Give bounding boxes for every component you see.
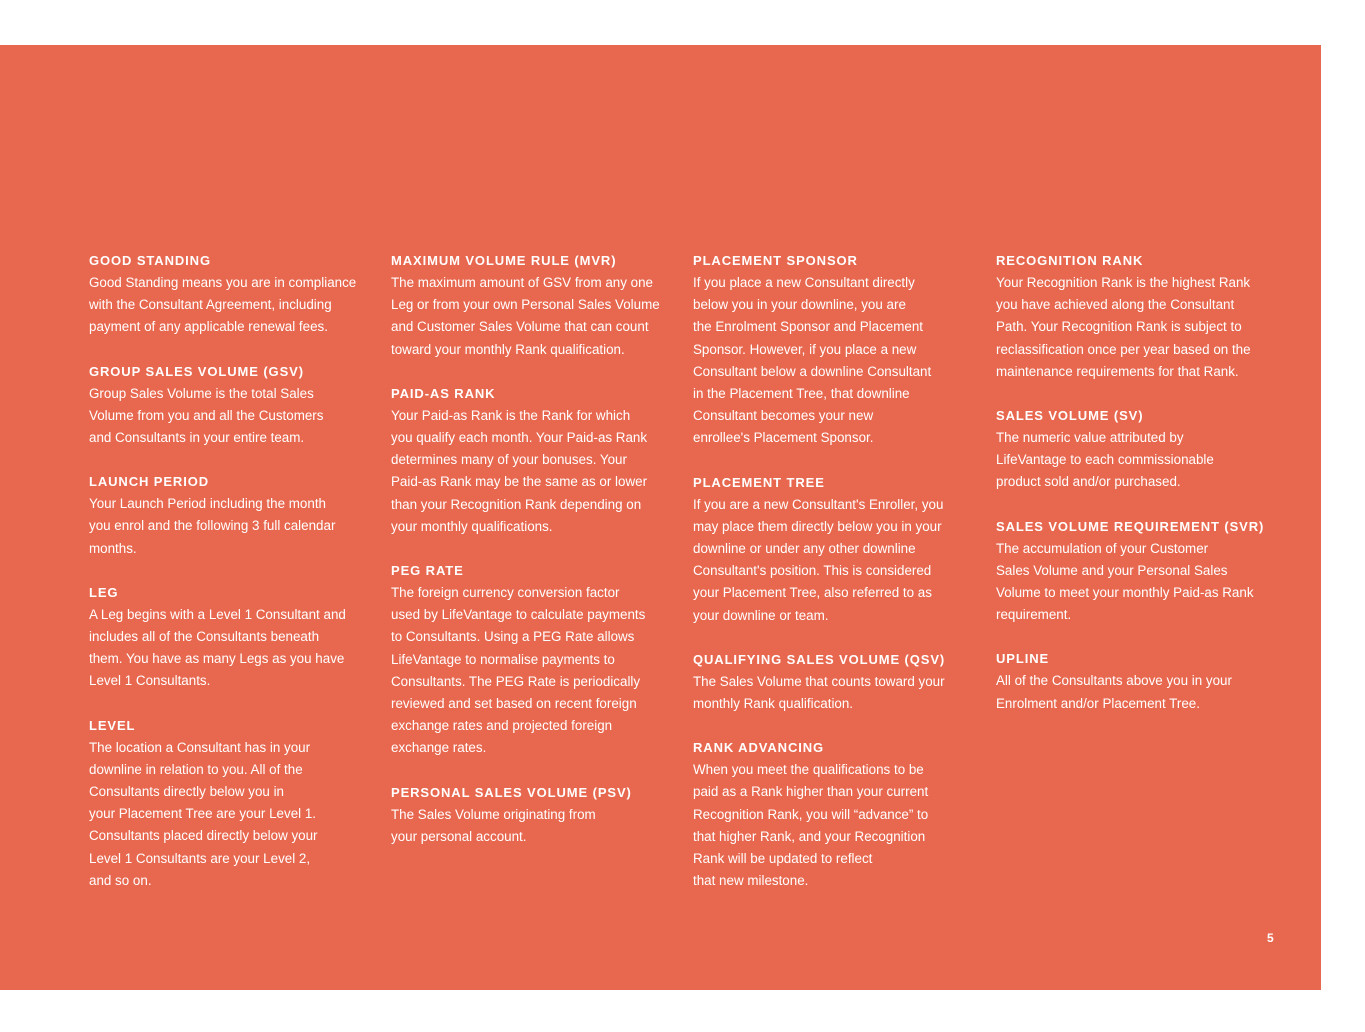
glossary-term: SALES VOLUME (SV) [996, 408, 1144, 424]
glossary-entry-leg [89, 582, 379, 693]
glossary-term: GROUP SALES VOLUME (GSV) [89, 363, 304, 379]
glossary-term: GOOD STANDING [89, 253, 211, 268]
glossary-column-1 [89, 250, 379, 914]
glossary-definition: The accumulation of your Customer Sales Volume and your Personal Sales Volume to meet your monthly Paid-as Rank requirement. [996, 540, 1254, 623]
glossary-column-3 [693, 250, 983, 914]
glossary-definition: Your Paid-as Rank is the Rank for which you qualify each month. Your Paid-as Rank determines many of your bonuses. Your Paid-as Rank may be the same as or lower than your Recognition Rank depending on your monthly qualifications. [391, 407, 648, 534]
glossary-definition: All of the Consultants above you in your Enrolment and/or Placement Tree. [996, 673, 1232, 711]
glossary-entry-mvr [391, 250, 681, 361]
glossary-definition: Group Sales Volume is the total Sales Volume from you and all the Customers and Consultants in your entire team. [89, 385, 324, 446]
glossary-term: PEG RATE [391, 563, 464, 579]
glossary-term: MAXIMUM VOLUME RULE (MVR) [391, 253, 617, 268]
glossary-entry-upline [996, 648, 1286, 714]
glossary-definition: Your Recognition Rank is the highest Rank you have achieved along the Consultant Path. Your Recognition Rank is subject to reclassification once per year based on the maintenance requirements for that Rank. [996, 275, 1251, 379]
page-number: 5 [1267, 931, 1274, 945]
glossary-entry-gsv [89, 361, 379, 450]
glossary-definition: A Leg begins with a Level 1 Consultant and includes all of the Consultants beneath them. You have as many Legs as you have Level 1 Consultants. [89, 606, 346, 689]
glossary-definition: When you meet the qualifications to be paid as a Rank higher than your current Recognition Rank, you will “advance” to that higher Rank, and your Recognition Rank will be updated to reflect that new milestone. [693, 762, 929, 889]
glossary-column-4 [996, 250, 1286, 737]
glossary-term: LEG [89, 584, 119, 600]
glossary-definition: If you place a new Consultant directly below you in your downline, you are the Enrolment Sponsor and Placement Sponsor. However, if you place a new Consultant below a downline Consultant in the Placement Tree, that downline Consultant becomes your new enrollee's Placement Sponsor. [693, 275, 932, 446]
glossary-column-2 [391, 250, 681, 870]
glossary-entry-paid-as-rank [391, 383, 681, 538]
glossary-term: RANK ADVANCING [693, 740, 825, 756]
glossary-definition: The maximum amount of GSV from any one Leg or from your own Personal Sales Volume and Customer Sales Volume that can count toward your monthly Rank qualification. [391, 275, 660, 357]
glossary-entry-rank-advancing [693, 737, 983, 892]
glossary-entry-sv [996, 405, 1286, 494]
glossary-term: SALES VOLUME REQUIREMENT (SVR) [996, 518, 1265, 534]
glossary-term: PERSONAL SALES VOLUME (PSV) [391, 784, 632, 800]
glossary-term: UPLINE [996, 651, 1050, 667]
glossary-entry-qsv [693, 649, 983, 715]
glossary-entry-placement-sponsor [693, 250, 983, 450]
glossary-entry-peg-rate [391, 560, 681, 760]
glossary-term: RECOGNITION RANK [996, 253, 1144, 268]
glossary-entry-psv [391, 782, 681, 848]
glossary-definition: If you are a new Consultant's Enroller, you may place them directly below you in your downline or under any other downline Consultant's position. This is considered your Placement Tree, also referred to as your downline or team. [693, 496, 944, 623]
glossary-entry-placement-tree [693, 472, 983, 627]
glossary-entry-recognition-rank [996, 250, 1286, 383]
glossary-definition: Your Launch Period including the month you enrol and the following 3 full calendar months. [89, 496, 336, 556]
glossary-term: LAUNCH PERIOD [89, 474, 210, 490]
glossary-definition: The Sales Volume originating from your personal account. [391, 806, 596, 844]
glossary-term: PLACEMENT TREE [693, 474, 825, 490]
glossary-term: PLACEMENT SPONSOR [693, 253, 858, 268]
glossary-definition: Good Standing means you are in compliance with the Consultant Agreement, including payment of any applicable renewal fees. [89, 275, 357, 335]
glossary-entry-launch-period [89, 471, 379, 560]
glossary-entry-svr [996, 516, 1286, 627]
glossary-term: PAID-AS RANK [391, 385, 496, 401]
glossary-definition: The foreign currency conversion factor used by LifeVantage to calculate payments to Consultants. Using a PEG Rate allows LifeVantage to normalise payments to Consultants. The PEG Rate is periodically reviewed and set based on recent foreign exchange rates and projected foreign exchange rates. [391, 585, 646, 756]
glossary-term: LEVEL [89, 717, 136, 733]
glossary-definition: The numeric value attributed by LifeVantage to each commissionable product sold and/or purchased. [996, 430, 1214, 490]
glossary-term: QUALIFYING SALES VOLUME (QSV) [693, 651, 946, 667]
glossary-definition: The location a Consultant has in your downline in relation to you. All of the Consultants directly below you in your Placement Tree are your Level 1. Consultants placed directly below your Level 1 Consultants are your Level 2, and so on. [89, 739, 318, 888]
glossary-entry-level [89, 715, 379, 892]
glossary-definition: The Sales Volume that counts toward your monthly Rank qualification. [693, 673, 945, 712]
glossary-entry-good-standing [89, 250, 379, 339]
glossary-page [0, 45, 1321, 990]
